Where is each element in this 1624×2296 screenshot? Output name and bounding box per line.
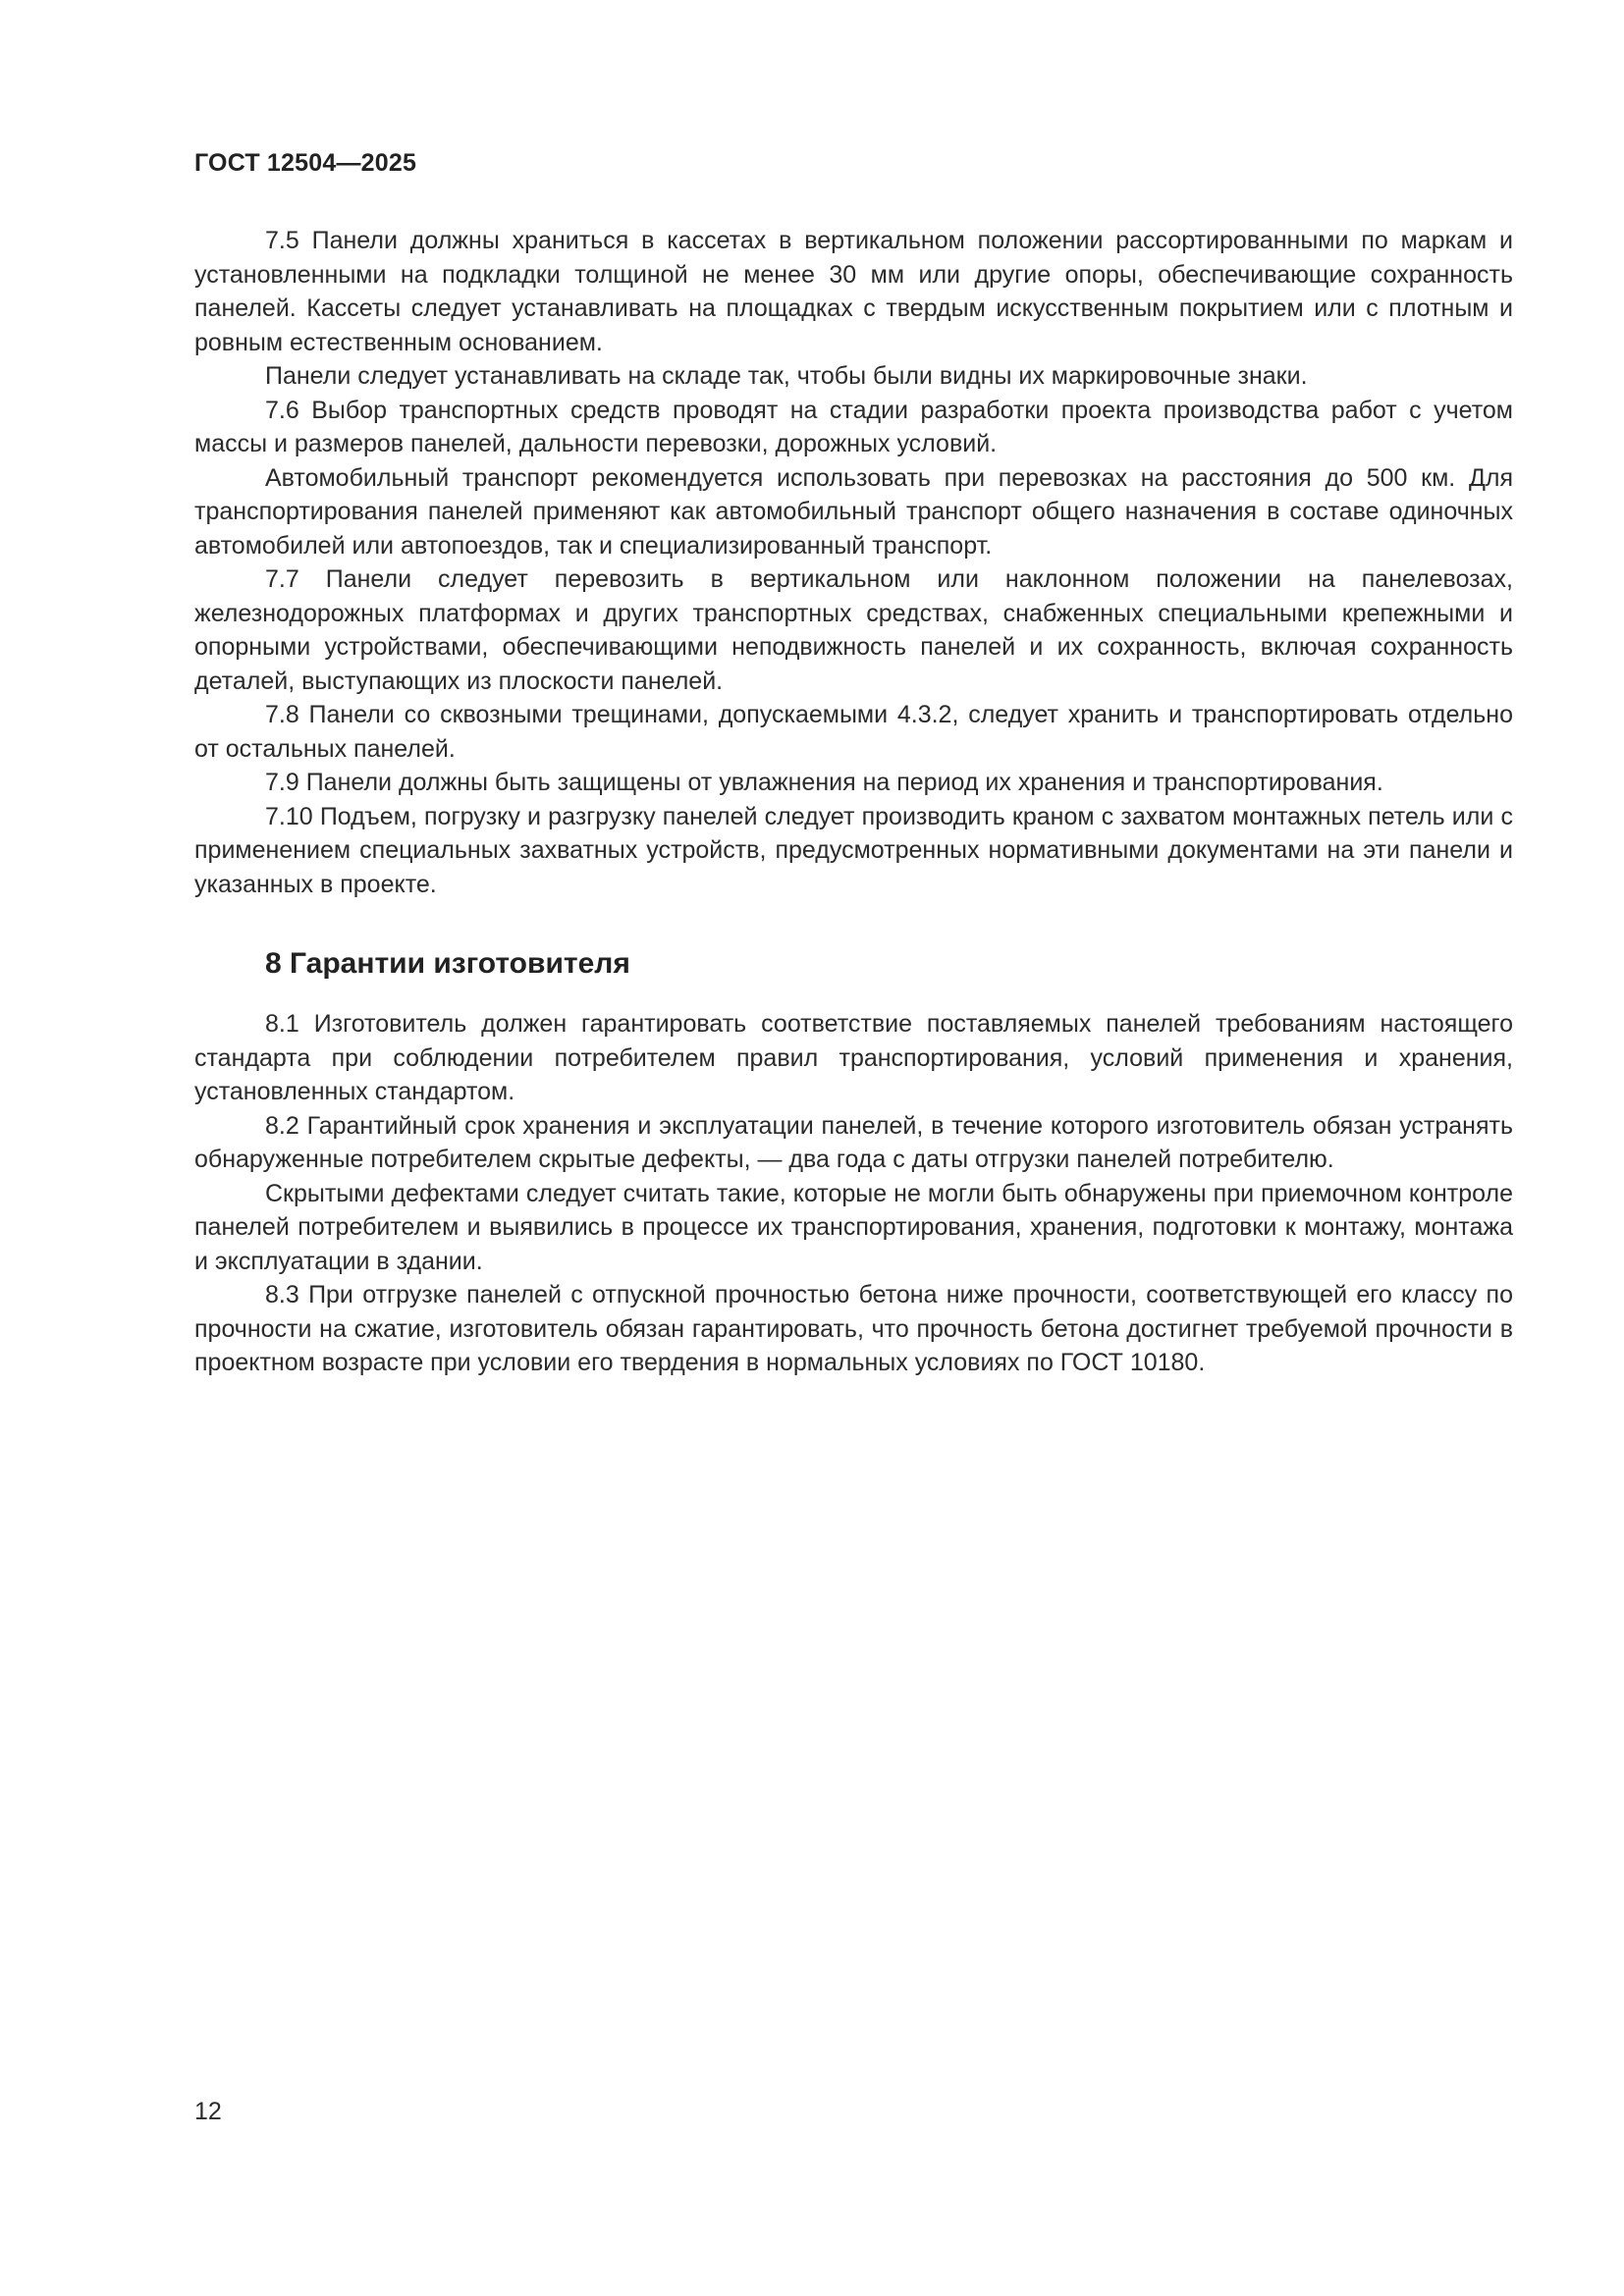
paragraph-8-2: 8.2 Гарантийный срок хранения и эксплуатации панелей, в течение которого изготовитель обязан устранять обнаруженные потребителем скрытые дефекты, — два года с даты отгрузки панелей потребителю. [194, 1111, 1513, 1173]
paragraph-7-10: 7.10 Подъем, погрузку и разгрузку панелей следует производить краном с захватом монтажных петель или с применением специальных захватных устройств, предусмотренных нормативными документами на эти панели и указанных в проекте. [194, 802, 1513, 898]
page-number: 12 [194, 2098, 222, 2125]
paragraph-7-5: 7.5 Панели должны храниться в кассетах в вертикальном положении рассортированными по маркам и установленными на подкладки толщиной не менее 30 мм или другие опоры, обеспечивающие сохранность панелей. Кассеты следует устанавливать на площадках с твердым искусственным покрытием или с плотным и ровным естественным основанием. [194, 227, 1513, 356]
paragraph-7-7: 7.7 Панели следует перевозить в вертикальном или наклонном положении на панелевозах, железнодорожных платформах и других транспортных средствах, снабженных специальными крепежными и опорными устройствами, обеспечивающими неподвижность панелей и их сохранность, включая сохранность деталей, выступающих из плоскости панелей. [194, 565, 1513, 695]
paragraph-7-8: 7.8 Панели со сквозными трещинами, допускаемыми 4.3.2, следует хранить и транспортировать отдельно от остальных панелей. [194, 701, 1513, 763]
paragraph-8-3: 8.3 При отгрузке панелей с отпускной прочностью бетона ниже прочности, соответствующей его классу по прочности на сжатие, изготовитель обязан гарантировать, что прочность бетона достигнет требуемой прочности в проектном возрасте при условии его твердения в нормальных условиях по ГОСТ 10180. [194, 1281, 1513, 1376]
paragraph-8-1: 8.1 Изготовитель должен гарантировать соответствие поставляемых панелей требованиям настоящего стандарта при соблюдении потребителем правил транспортирования, условий применения и хранения, установленных стандартом. [194, 1010, 1513, 1105]
document-body [194, 224, 1513, 1380]
paragraph-7-5-marking: Панели следует устанавливать на складе так, чтобы были видны их маркировочные знаки. [265, 362, 1308, 390]
paragraph-7-9: 7.9 Панели должны быть защищены от увлажнения на период их хранения и транспортирования. [265, 769, 1383, 796]
paragraph-7-6-transport: Автомобильный транспорт рекомендуется использовать при перевозках на расстояния до 500 км. Для транспортирования панелей применяют как автомобильный транспорт общего назначения в составе одиночных автомобилей или автопоездов, так и специализированный транспорт. [194, 463, 1513, 560]
paragraph-7-6: 7.6 Выбор транспортных средств проводят на стадии разработки проекта производства работ с учетом массы и размеров панелей, дальности перевозки, дорожных условий. [194, 396, 1513, 457]
section-heading-8: 8 Гарантии изготовителя [265, 947, 630, 980]
document-header: ГОСТ 12504—2025 [194, 149, 417, 177]
paragraph-8-2-defects: Скрытыми дефектами следует считать такие, которые не могли быть обнаружены при приемочном контроле панелей потребителем и выявились в процессе их транспортирования, хранения, подготовки к монтажу, монтажа и эксплуатации в здании. [194, 1179, 1513, 1275]
